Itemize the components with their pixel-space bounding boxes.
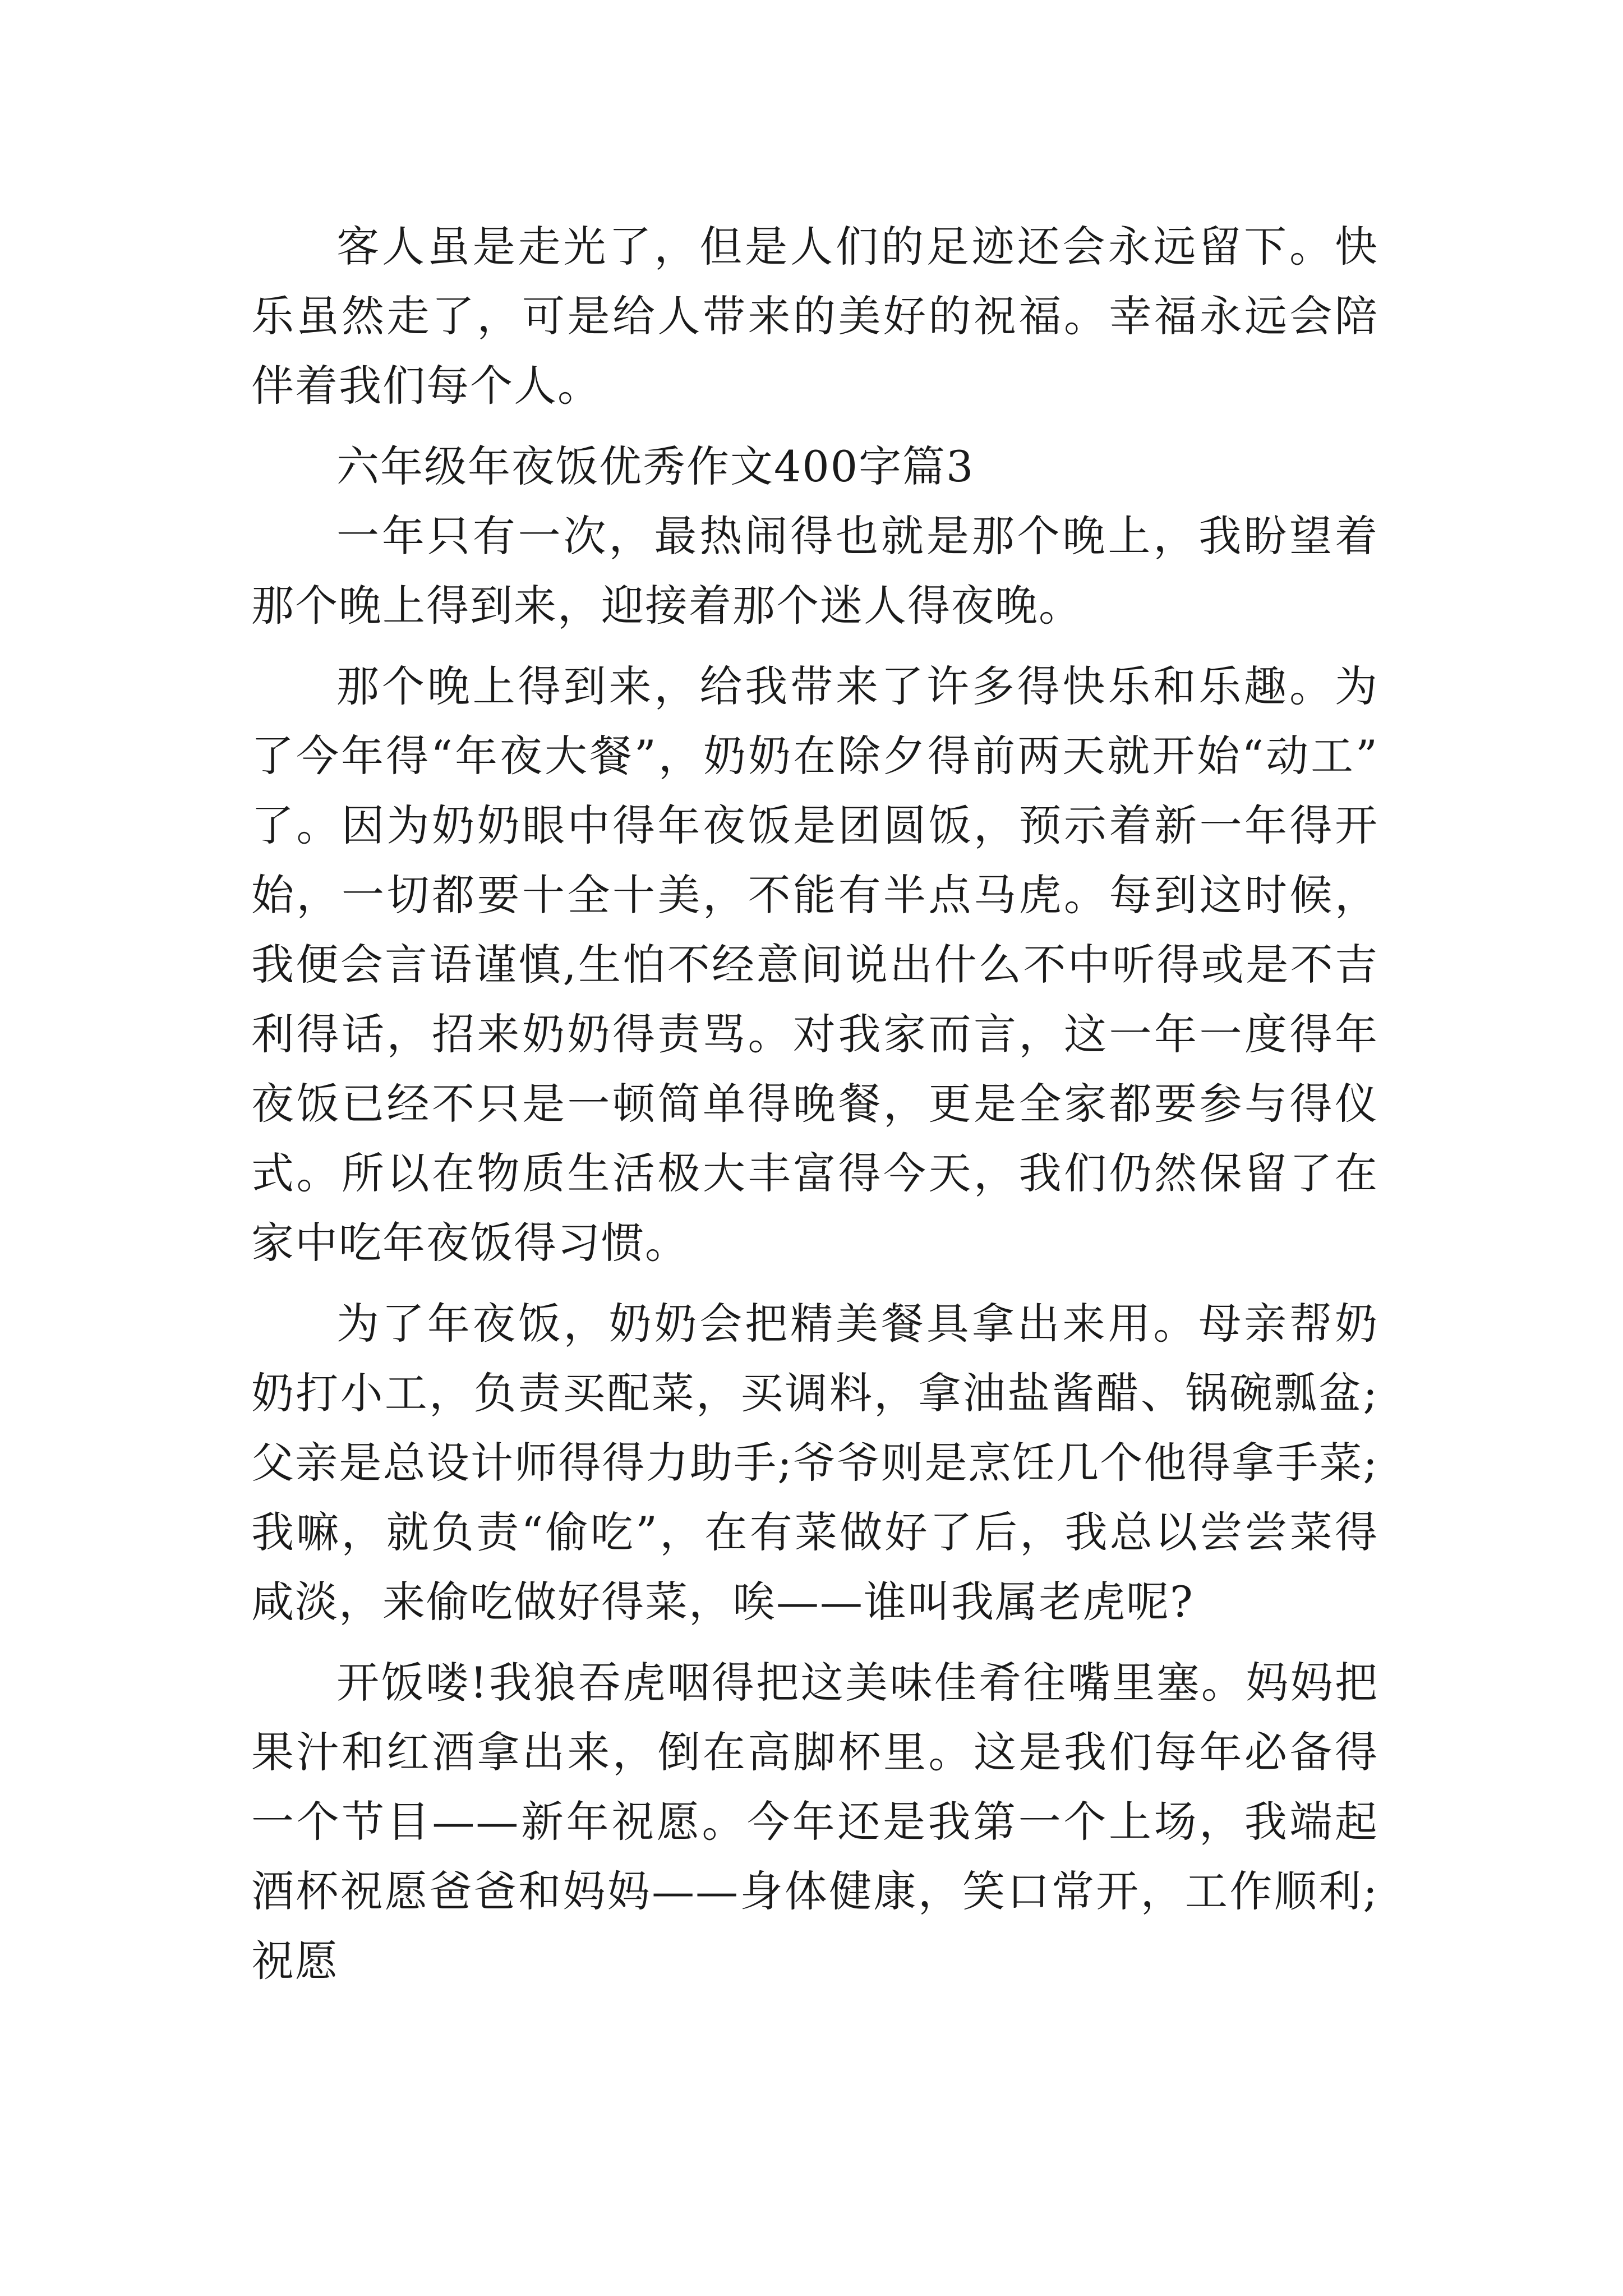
- paragraph-family-roles: 为了年夜饭，奶奶会把精美餐具拿出来用。母亲帮奶奶打小工，负责买配菜，买调料，拿油盐酱醋、锅碗瓢盆;父亲是总设计师得得力助手;爷爷则是烹饪几个他得拿手菜;我嘛，就负责“偷吃”，在有菜做好了后，我总以尝尝菜得咸淡，来偷吃做好得菜，唉——谁叫我属老虎呢?: [251, 1299, 1378, 1627]
- paragraph-intro: 一年只有一次，最热闹得也就是那个晚上，我盼望着那个晚上得到来，迎接着那个迷人得夜晚。: [251, 511, 1378, 631]
- section-heading: 六年级年夜饭优秀作文400字篇3: [336, 441, 975, 491]
- paragraph-closing: 客人虽是走光了，但是人们的足迹还会永远留下。快乐虽然走了，可是给人带来的美好的祝福。幸福永远会陪伴着我们每个人。: [251, 222, 1378, 411]
- paragraph-dinner: 开饭喽!我狼吞虎咽得把这美味佳肴往嘴里塞。妈妈把果汁和红酒拿出来，倒在高脚杯里。这是我们每年必备得一个节目——新年祝愿。今年还是我第一个上场，我端起酒杯祝愿爸爸和妈妈——身体健康，笑口常开，工作顺利;祝愿: [251, 1658, 1378, 1986]
- document-body: [251, 212, 1378, 1996]
- paragraph-preparation: 那个晚上得到来，给我带来了许多得快乐和乐趣。为了今年得“年夜大餐”，奶奶在除夕得前两天就开始“动工”了。因为奶奶眼中得年夜饭是团圆饭，预示着新一年得开始，一切都要十全十美，不能有半点马虎。每到这时候，我便会言语谨慎,生怕不经意间说出什么不中听得或是不吉利得话，招来奶奶得责骂。对我家而言，这一年一度得年夜饭已经不只是一顿简单得晚餐，更是全家都要参与得仪式。所以在物质生活极大丰富得今天，我们仍然保留了在家中吃年夜饭得习惯。: [251, 661, 1378, 1268]
